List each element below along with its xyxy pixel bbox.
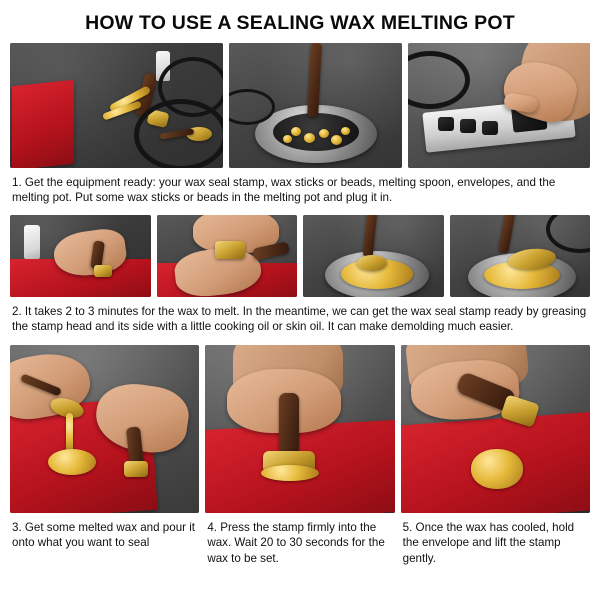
step-1-caption: 1. Get the equipment ready: your wax seal stamp, wax sticks or beads, melting spoon, envelopes, and the melting pot. Put some wax sticks or beads in the melting pot and plug it in. (12, 176, 556, 205)
wax-bead (331, 135, 342, 145)
socket (438, 117, 454, 131)
wax-bead (341, 127, 350, 135)
wax-bead (319, 129, 329, 138)
stamp-head (94, 265, 112, 277)
photo-pressing-stamp (205, 345, 394, 513)
photo-lifting-wax-with-spoon (450, 215, 591, 297)
stamp-head (215, 241, 245, 259)
oil-bottle (24, 225, 40, 259)
step-4-caption: 4. Press the stamp firmly into the wax. Wait 20 to 30 seconds for the wax to be set. (207, 521, 385, 565)
finished-wax-seal (471, 449, 523, 489)
steps-3-4-5 (10, 345, 590, 566)
photo-stirring-wax (303, 215, 444, 297)
wax-bead (291, 127, 301, 136)
step-3-caption: 3. Get some melted wax and pour it onto what you want to seal (12, 521, 196, 550)
stamp-head (124, 461, 148, 477)
socket (460, 119, 476, 133)
wax-bead (304, 133, 315, 143)
socket (482, 121, 498, 135)
photo-equipment-layout (10, 43, 223, 168)
step-5 (401, 345, 590, 566)
photo-pouring-wax (10, 345, 199, 513)
melting-spoon (357, 255, 387, 271)
wax-pool (48, 449, 96, 475)
photo-pot-with-beads (229, 43, 402, 168)
photo-greasing-stamp-head (157, 215, 298, 297)
photo-oil-bottle-and-stamp (10, 215, 151, 297)
page-title: HOW TO USE A SEALING WAX MELTING POT (85, 12, 515, 34)
step-5-caption: 5. Once the wax has cooled, hold the envelope and lift the stamp gently. (402, 521, 575, 565)
photo-plug-in (408, 43, 590, 168)
step-4 (205, 345, 394, 566)
photo-lifting-stamp (401, 345, 590, 513)
step-3 (10, 345, 199, 566)
step-1-photos (10, 43, 590, 168)
red-paper (12, 80, 74, 168)
step-2-photos (10, 215, 590, 297)
stamp-handle (279, 393, 299, 455)
wax-bead (283, 135, 292, 143)
step-2-caption: 2. It takes 2 to 3 minutes for the wax to melt. In the meantime, we can get the wax seal stamp ready by greasing the stamp head and its side with a little cooking oil or skin oil. It can make demolding much easier. (12, 304, 587, 333)
